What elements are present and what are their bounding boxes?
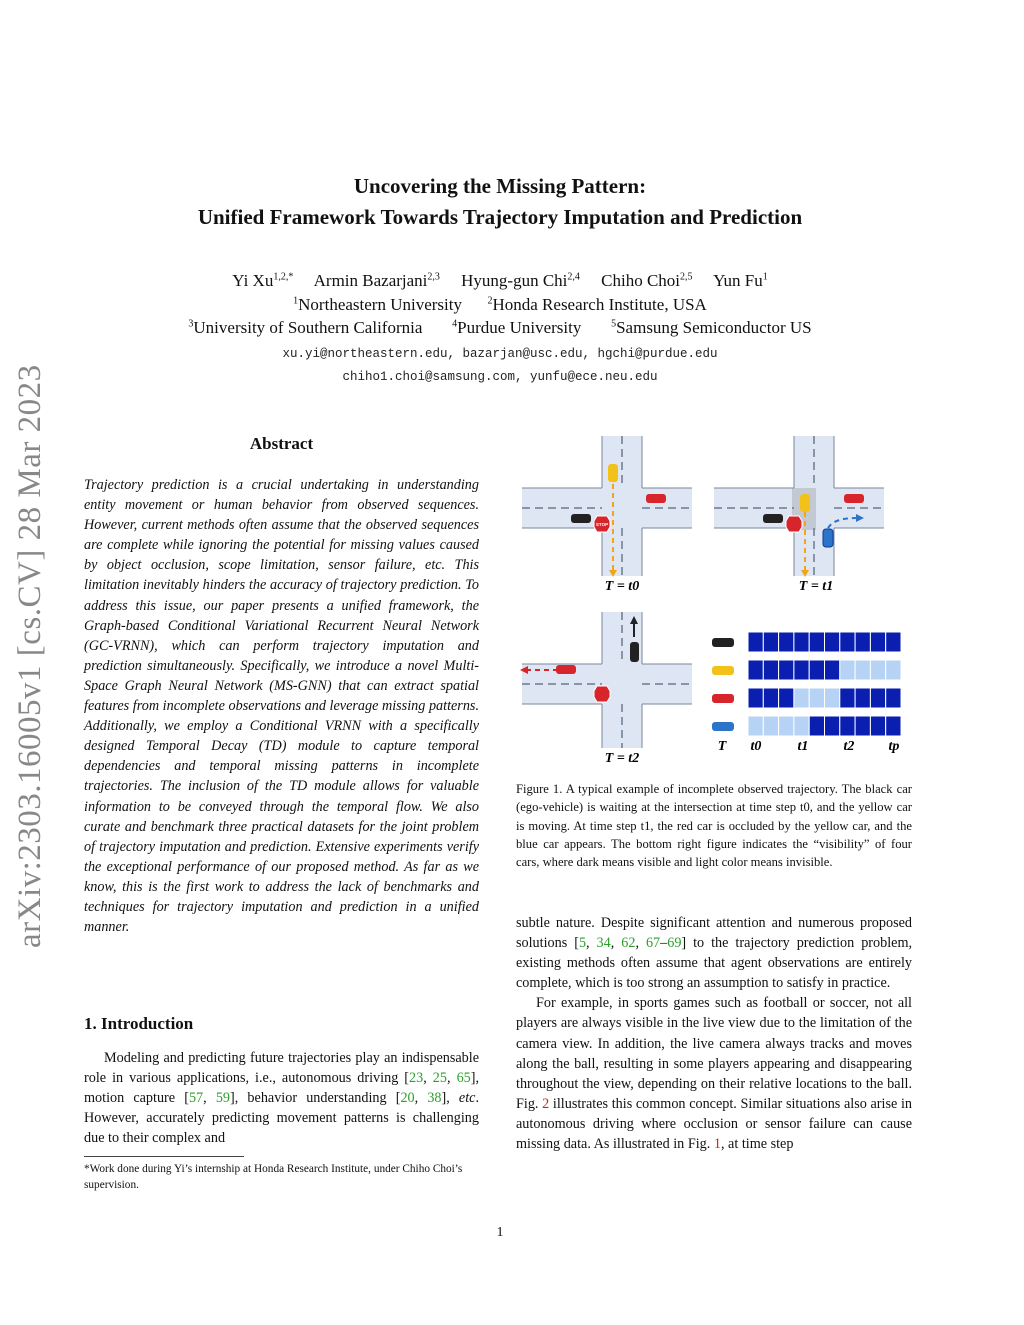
- panel-label-t1: T = t1: [798, 579, 834, 594]
- section-heading-introduction: 1. Introduction: [84, 1014, 194, 1033]
- panel-t1: [714, 436, 884, 577]
- right-column-text: subtle nature. Despite significant attention and numerous proposed solutions [5, 34, 62, 67–69] to the trajectory prediction problem, existing methods often assume that agent observations are entirely complete, which is too strong an assumption to satisfy in practice. For example, in sports games such as football or soccer, not all players are always visible in the live view due to the limitation of the camera view. In addition, the live camera always tracks and moves along the ball, resulting in some players appearing and disappearing throughout the view, depending on their relative locations to the ball. Fig. 2 illustrates this common concept. Similar situations also arise in autonomous driving where occlusion or sensor failure can cause missing data. As illustrated in Fig. 1, at time step: [516, 915, 913, 1153]
- blue-car: [823, 529, 833, 547]
- red-car: [556, 665, 576, 674]
- axis-label-t2: t2: [843, 739, 855, 754]
- abstract-text: Trajectory prediction is a crucial undertaking in understanding entity movement or human behavior from observed sequences. However, current methods often assume that the observed sequences are complete while ignoring the potential for missing values caused by object occlusion, scope limitation, sensor failure, etc. This limitation inevitably hinders the accuracy of trajectory prediction. To address this issue, our paper presents a unified framework, the Graph-based Conditional Variational Recurrent Neural Network (GC-VRNN), which can perform trajectory imputation and prediction simultaneously. Specifically, we introduce a novel Multi-Space Graph Neural Network (MS-GNN) that can extract spatial features from incomplete observations and leverage missing patterns. Additionally, we employ a Conditional VRNN with a specifically designed Temporal Decay (TD) module to capture temporal dependencies and temporal missing patterns in incomplete trajectories. The inclusion of the TD module allows for valuable information to be conveyed through the temporal flow. We also curate and benchmark three practical datasets for the joint problem of trajectory imputation and prediction. Extensive experiments verify the exceptional performance of our proposed method. As far as we know, this is the first work to address the lack of benchmarks and techniques for trajectory imputation and prediction in a unified manner.: [84, 477, 479, 936]
- citation-link[interactable]: 23: [409, 1070, 424, 1087]
- abstract-heading: Abstract: [249, 434, 314, 453]
- citation-link[interactable]: 25: [432, 1070, 447, 1087]
- figure-1: [516, 432, 912, 772]
- black-car: [763, 514, 783, 523]
- footnote-rule: [84, 1156, 244, 1157]
- figure-1-caption: Figure 1. A typical example of incomplete observed trajectory. The black car (ego-vehicle) is waiting at the intersection at time step t0, and the yellow car is moving. At time step t1, the red car is occluded by the yellow car, and the blue car appears. The bottom right figure indicates the “visibility” of four cars, where dark means visible and light color means invisible.: [516, 782, 912, 870]
- visibility-cell: [870, 660, 885, 680]
- axis-label-t1: t1: [797, 739, 809, 754]
- visibility-cell: [870, 688, 885, 708]
- figure-link[interactable]: 1: [713, 1136, 721, 1153]
- axis-label-T: T: [717, 739, 727, 754]
- visibility-cell: [886, 716, 901, 736]
- author-list: [0, 271, 1000, 291]
- visibility-cell: [748, 632, 763, 652]
- visibility-cell: [870, 632, 885, 652]
- axis-label-t0: t0: [750, 739, 762, 754]
- visibility-cell: [763, 632, 778, 652]
- stop-sign-text: STOP: [595, 522, 609, 527]
- visibility-cell: [886, 688, 901, 708]
- citation-link[interactable]: 38: [427, 1090, 442, 1107]
- visibility-cell: [809, 632, 824, 652]
- red-car: [646, 494, 666, 503]
- visibility-cell: [794, 688, 809, 708]
- citation-link[interactable]: 62: [621, 935, 636, 952]
- yellow-car: [800, 494, 810, 512]
- citation-link[interactable]: 69: [667, 935, 682, 952]
- figure-link[interactable]: 2: [542, 1095, 550, 1112]
- visibility-cell: [748, 660, 763, 680]
- paper-title-line1: Uncovering the Missing Pattern:: [353, 174, 647, 198]
- blue-car-icon: [712, 722, 734, 731]
- author: Yun Fu$^1$: [713, 271, 768, 290]
- yellow-car-icon: [712, 666, 734, 675]
- visibility-cell: [779, 660, 794, 680]
- black-car: [630, 642, 639, 662]
- paper-title-line2: Unified Framework Towards Trajectory Imputation and Prediction: [197, 205, 803, 229]
- visibility-cell: [855, 632, 870, 652]
- visibility-cell: [855, 688, 870, 708]
- visibility-cell: [763, 716, 778, 736]
- visibility-cell: [886, 660, 901, 680]
- author: Yi $Xu^{1,2,*}$: [232, 271, 294, 290]
- panel-t2: [520, 612, 692, 748]
- citation-link[interactable]: 65: [456, 1070, 471, 1087]
- yellow-car: [608, 464, 618, 482]
- panel-t0: [522, 436, 692, 577]
- visibility-cell: [886, 632, 901, 652]
- stop-sign-icon: [786, 516, 802, 532]
- visibility-cell: [794, 660, 809, 680]
- visibility-cell: [763, 660, 778, 680]
- emails-line1: xu.yi@northeastern.edu, bazarjan@usc.edu, hgchi@purdue.edu: [282, 347, 718, 361]
- affiliations-line2: $^3$University of Southern California $^4$Purdue University $^5$Samsung Semiconductor US: [188, 318, 812, 337]
- visibility-cell: [840, 716, 855, 736]
- panel-label-t2: T = t2: [604, 751, 640, 766]
- stop-sign-icon: [594, 686, 610, 702]
- black-car-icon: [712, 638, 734, 647]
- red-car-icon: [712, 694, 734, 703]
- visibility-cell: [825, 716, 840, 736]
- citation-link[interactable]: 34: [596, 935, 611, 952]
- citation-link[interactable]: 57: [188, 1090, 204, 1107]
- black-car: [571, 514, 591, 523]
- citation-link[interactable]: 59: [215, 1090, 231, 1107]
- visibility-cell: [779, 716, 794, 736]
- visibility-cell: [870, 716, 885, 736]
- visibility-cell: [794, 632, 809, 652]
- visibility-cell: [855, 660, 870, 680]
- affiliations-line1: $^1$Northeastern University $^2$Honda Research Institute, USA: [293, 295, 707, 314]
- panel-label-t0: T = t0: [604, 579, 640, 594]
- visibility-cell: [855, 716, 870, 736]
- author: Armin Bazarjani$^{2,3}$: [313, 271, 440, 290]
- visibility-cell: [840, 688, 855, 708]
- visibility-cell: [794, 716, 809, 736]
- arxiv-sidebar: arXiv:2303.16005v1 [cs.CV] 28 Mar 2023: [12, 364, 48, 948]
- visibility-cell: [779, 688, 794, 708]
- visibility-cell: [809, 660, 824, 680]
- footnote: *Work done during Yi’s internship at Honda Research Institute, under Chiho Choi’s supervision.: [84, 1163, 463, 1191]
- visibility-cell: [763, 688, 778, 708]
- red-car: [844, 494, 864, 503]
- visibility-cell: [825, 632, 840, 652]
- citation-link[interactable]: 20: [400, 1090, 415, 1107]
- author: Hyung-gun Chi$^{2,4}$: [461, 271, 580, 290]
- visibility-cell: [748, 716, 763, 736]
- citation-link[interactable]: 67: [645, 935, 661, 952]
- visibility-cell: [825, 688, 840, 708]
- intro-paragraph: Modeling and predicting future trajectories play an indispensable role in various applications, i.e., autonomous driving [23, 25, 65], motion capture [57, 59], behavior understanding [20, 38], etc. However, accurately predicting movement patterns is challenging due to their complex and: [84, 1050, 480, 1147]
- visibility-cell: [825, 660, 840, 680]
- page-number: 1: [496, 1225, 504, 1240]
- emails-line2: chiho1.choi@samsung.com, yunfu@ece.neu.edu: [342, 370, 658, 384]
- citation-link[interactable]: 5: [578, 935, 587, 952]
- visibility-cell: [840, 632, 855, 652]
- axis-label-tp: tp: [888, 739, 900, 754]
- visibility-cell: [840, 660, 855, 680]
- author: Chiho Choi$^{2,5}$: [601, 271, 693, 290]
- visibility-cell: [748, 688, 763, 708]
- visibility-cell: [779, 632, 794, 652]
- visibility-grid: [748, 632, 901, 736]
- visibility-cell: [809, 716, 824, 736]
- visibility-cell: [809, 688, 824, 708]
